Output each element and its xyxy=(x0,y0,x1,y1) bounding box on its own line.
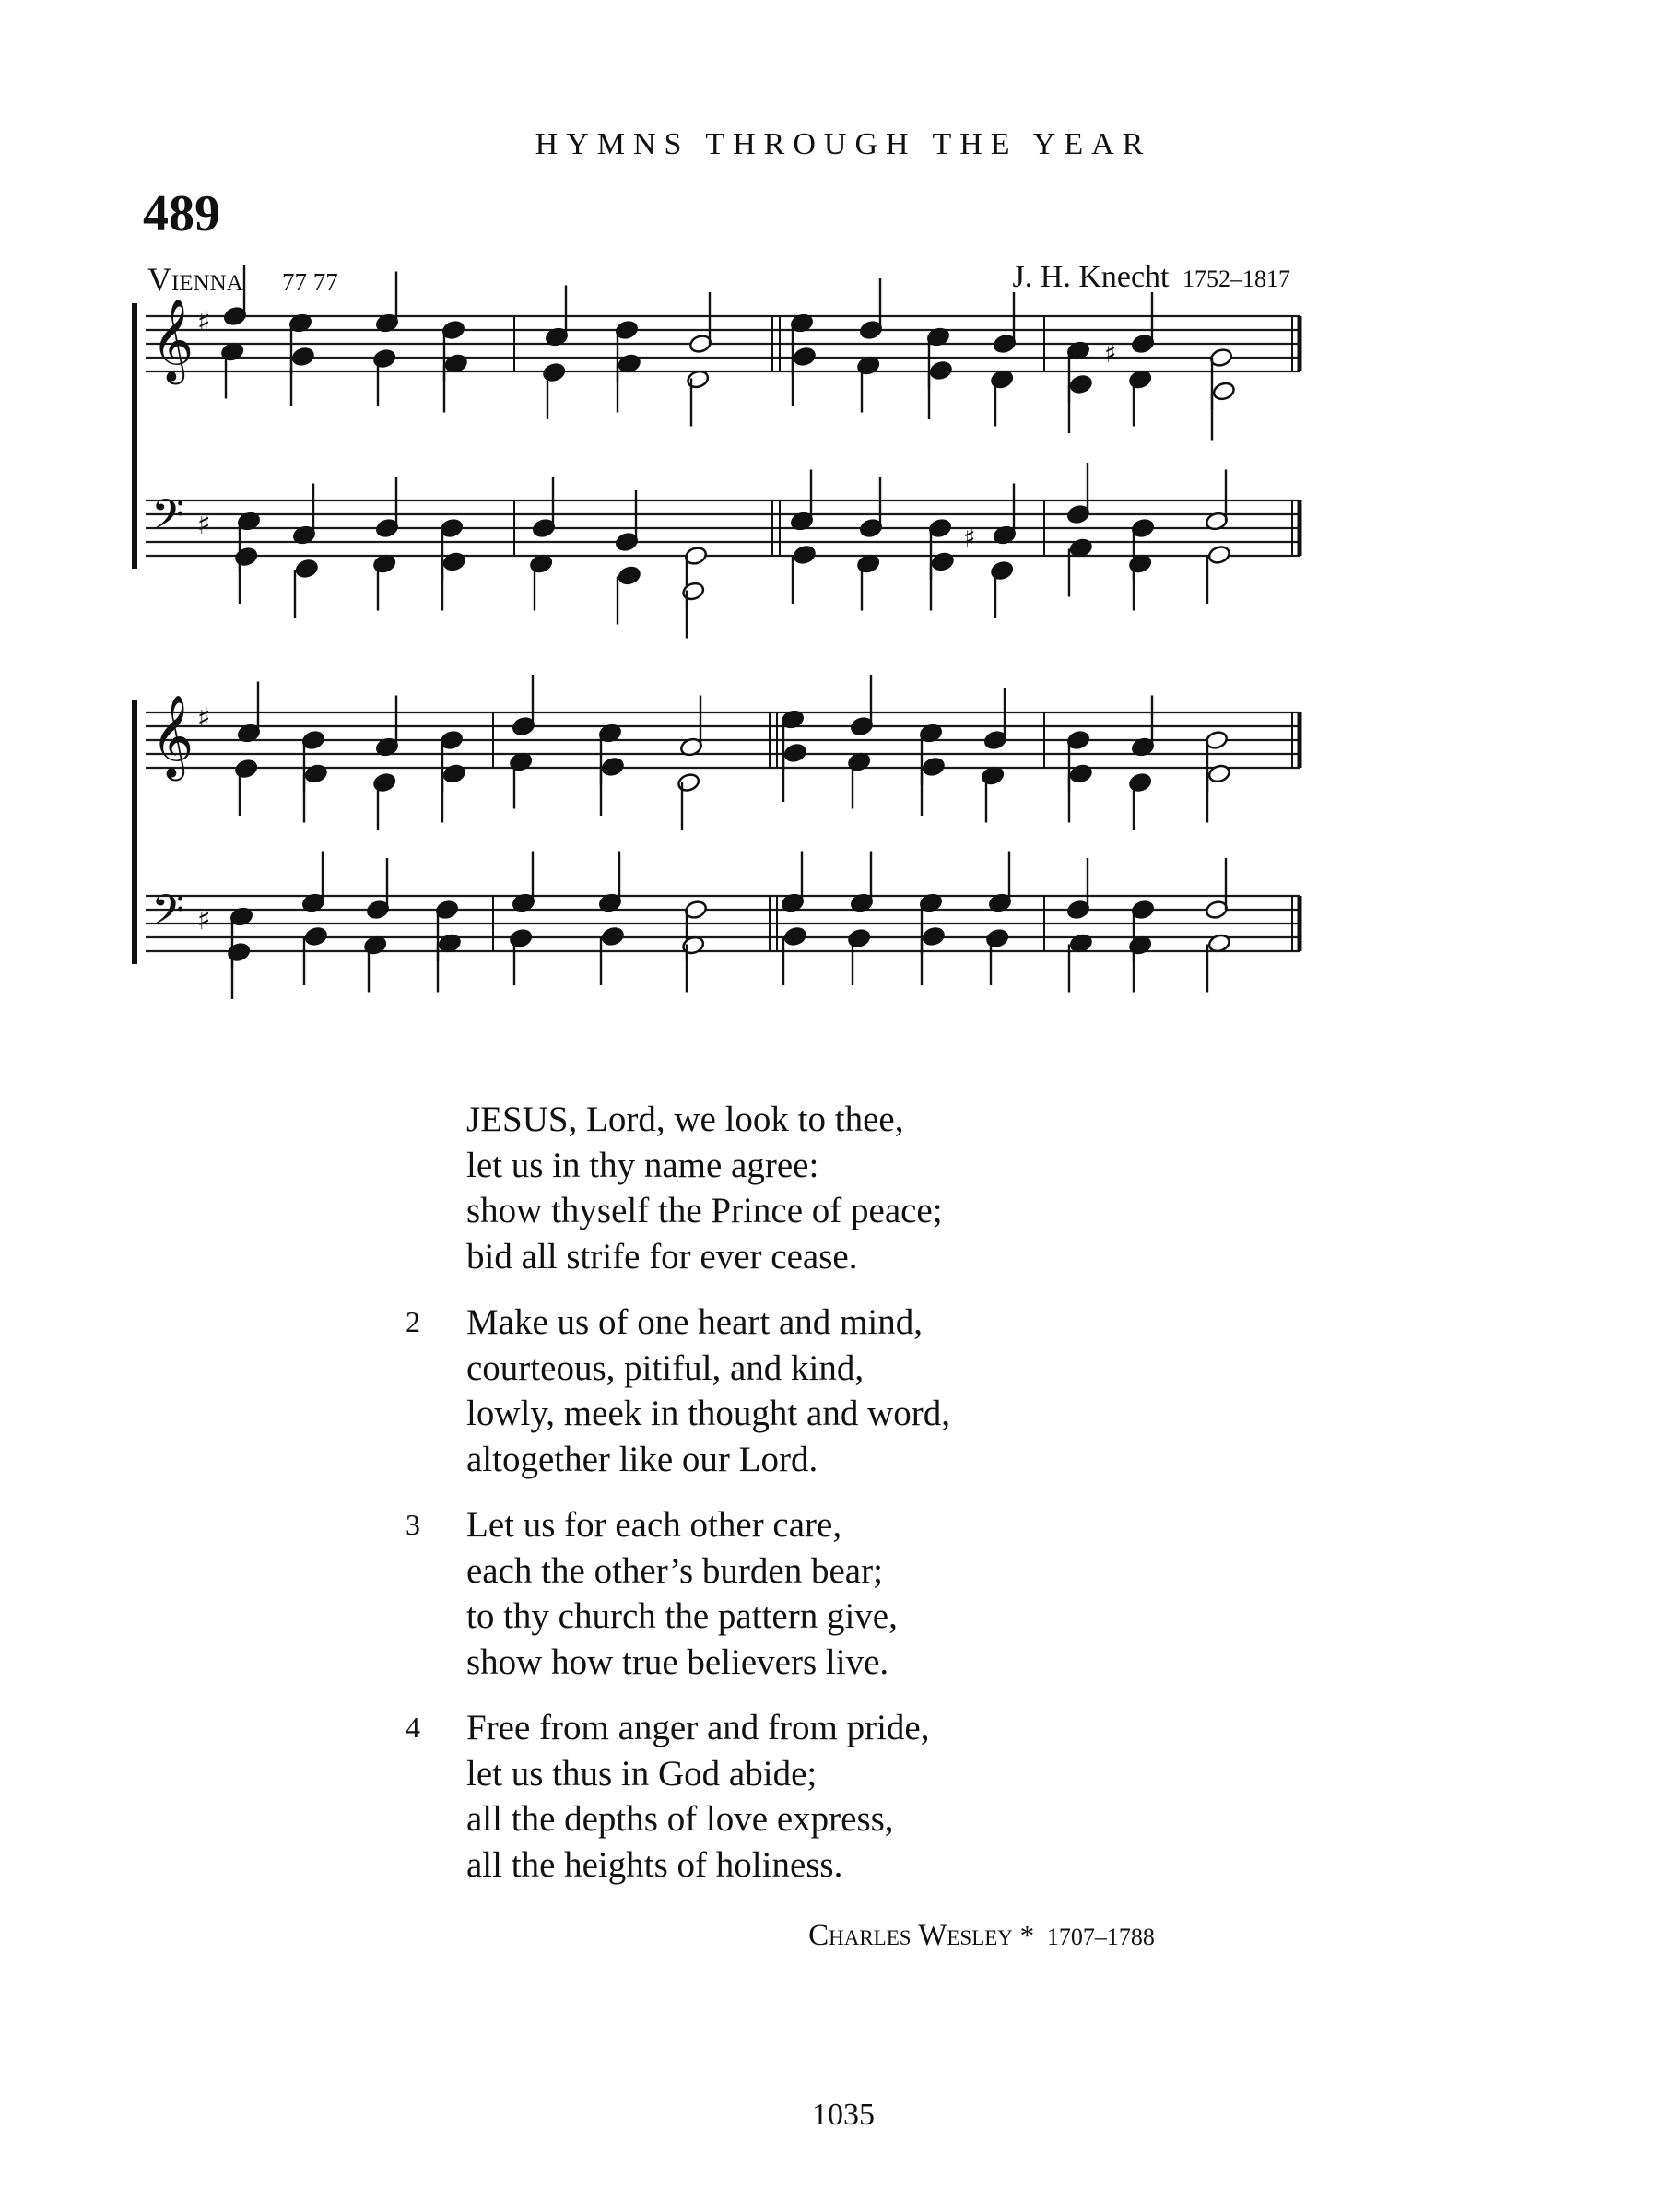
composer-dates: 1752–1817 xyxy=(1182,265,1290,292)
verse-3 xyxy=(406,1502,950,1685)
lower-voice-note xyxy=(922,757,946,778)
alteration-mark: * xyxy=(1019,1919,1035,1951)
lower-voice-note xyxy=(1069,763,1093,784)
lower-voice-note xyxy=(681,581,705,602)
lower-voice-note xyxy=(618,565,641,586)
lower-voice-note xyxy=(1207,763,1231,784)
key-signature-sharp-icon: ♯ xyxy=(197,509,211,541)
running-head: HYMNS THROUGH THE YEAR xyxy=(535,127,1152,161)
lower-voice-note xyxy=(304,926,328,947)
treble-clef-icon: 𝄞 xyxy=(151,695,194,778)
lower-voice-note xyxy=(1069,374,1093,395)
key-signature-sharp-icon: ♯ xyxy=(197,702,211,735)
verse-number: 3 xyxy=(406,1508,420,1541)
lower-voice-note xyxy=(847,928,871,949)
composer-name: J. H. Knecht xyxy=(1012,260,1170,294)
text-attribution xyxy=(0,1919,1659,1953)
lower-voice-note xyxy=(677,772,700,794)
lower-voice-note xyxy=(922,926,946,947)
lower-voice-note xyxy=(990,560,1014,582)
lower-voice-note xyxy=(1207,545,1231,566)
hymn-number: 489 xyxy=(143,185,220,242)
verse-line: let us thus in God abide; xyxy=(466,1753,818,1794)
verse-line: show how true believers live. xyxy=(466,1641,889,1682)
lower-voice-note xyxy=(542,362,566,383)
lower-voice-note xyxy=(1212,381,1236,402)
key-signature-sharp-icon: ♯ xyxy=(197,306,211,338)
lower-voice-note xyxy=(509,928,533,949)
lower-voice-note xyxy=(929,360,953,382)
verse-line: to thy church the pattern give, xyxy=(466,1596,898,1636)
verse-line: altogether like our Lord. xyxy=(466,1439,818,1479)
bass-staff xyxy=(146,500,1300,556)
tune-name: Vienna xyxy=(147,261,243,298)
lower-voice-note xyxy=(295,559,319,580)
verse-line: lowly, meek in thought and word, xyxy=(466,1394,950,1433)
verse-1 xyxy=(466,1097,950,1279)
lower-voice-note xyxy=(304,763,328,784)
treble-clef-icon: 𝄞 xyxy=(151,299,194,382)
treble-staff xyxy=(146,316,1300,371)
meter: 77 77 xyxy=(282,268,338,296)
lower-voice-note xyxy=(783,743,807,764)
verse-number: 4 xyxy=(406,1711,420,1744)
lower-voice-note xyxy=(931,551,955,572)
verse-number: 2 xyxy=(406,1305,420,1338)
verse-2 xyxy=(406,1300,950,1482)
lower-voice-note xyxy=(1128,772,1152,794)
author-dates: 1707–1788 xyxy=(1046,1924,1155,1950)
bass-clef-icon: 𝄢 xyxy=(151,886,185,946)
lower-voice-note xyxy=(234,759,258,780)
lower-voice-note xyxy=(234,547,258,568)
verse-line: all the depths of love express, xyxy=(466,1799,894,1839)
lower-voice-note xyxy=(442,551,466,572)
verse-line: Make us of one heart and mind, xyxy=(466,1302,923,1342)
lower-voice-note xyxy=(442,763,466,784)
lyrics xyxy=(406,1097,950,1908)
verse-line: bid all strife for ever cease. xyxy=(466,1236,858,1277)
lower-voice-note xyxy=(227,942,251,963)
bass-clef-icon: 𝄢 xyxy=(151,490,185,550)
author-name: Charles Wesley xyxy=(808,1919,1013,1952)
page-number: 1035 xyxy=(812,2098,875,2132)
lower-voice-note xyxy=(601,926,625,947)
lower-voice-note xyxy=(985,928,1009,949)
verse-line: JESUS, Lord, we look to thee, xyxy=(466,1100,904,1139)
key-signature-sharp-icon: ♯ xyxy=(197,904,211,936)
lower-voice-note xyxy=(793,347,817,368)
verse-line: each the other’s burden bear; xyxy=(466,1550,883,1591)
verse-line: all the heights of holiness. xyxy=(466,1844,843,1885)
verse-line: Let us for each other care, xyxy=(466,1505,842,1545)
verse-line: courteous, pitiful, and kind, xyxy=(466,1347,865,1388)
verse-4 xyxy=(406,1705,950,1888)
accidental-sharp-icon: ♯ xyxy=(963,523,976,553)
lower-voice-note xyxy=(793,545,817,566)
lower-voice-note xyxy=(372,348,396,370)
verse-line: Free from anger and from pride, xyxy=(466,1708,930,1747)
verse-line: let us in thy name agree: xyxy=(466,1145,819,1185)
accidental-sharp-icon: ♯ xyxy=(1104,338,1117,369)
music-score xyxy=(0,0,1659,1032)
lower-voice-note xyxy=(601,757,625,778)
lower-voice-note xyxy=(291,347,315,368)
lower-voice-note xyxy=(372,772,396,794)
verse-line: show thyself the Prince of peace; xyxy=(466,1191,943,1230)
lower-voice-note xyxy=(783,926,807,947)
